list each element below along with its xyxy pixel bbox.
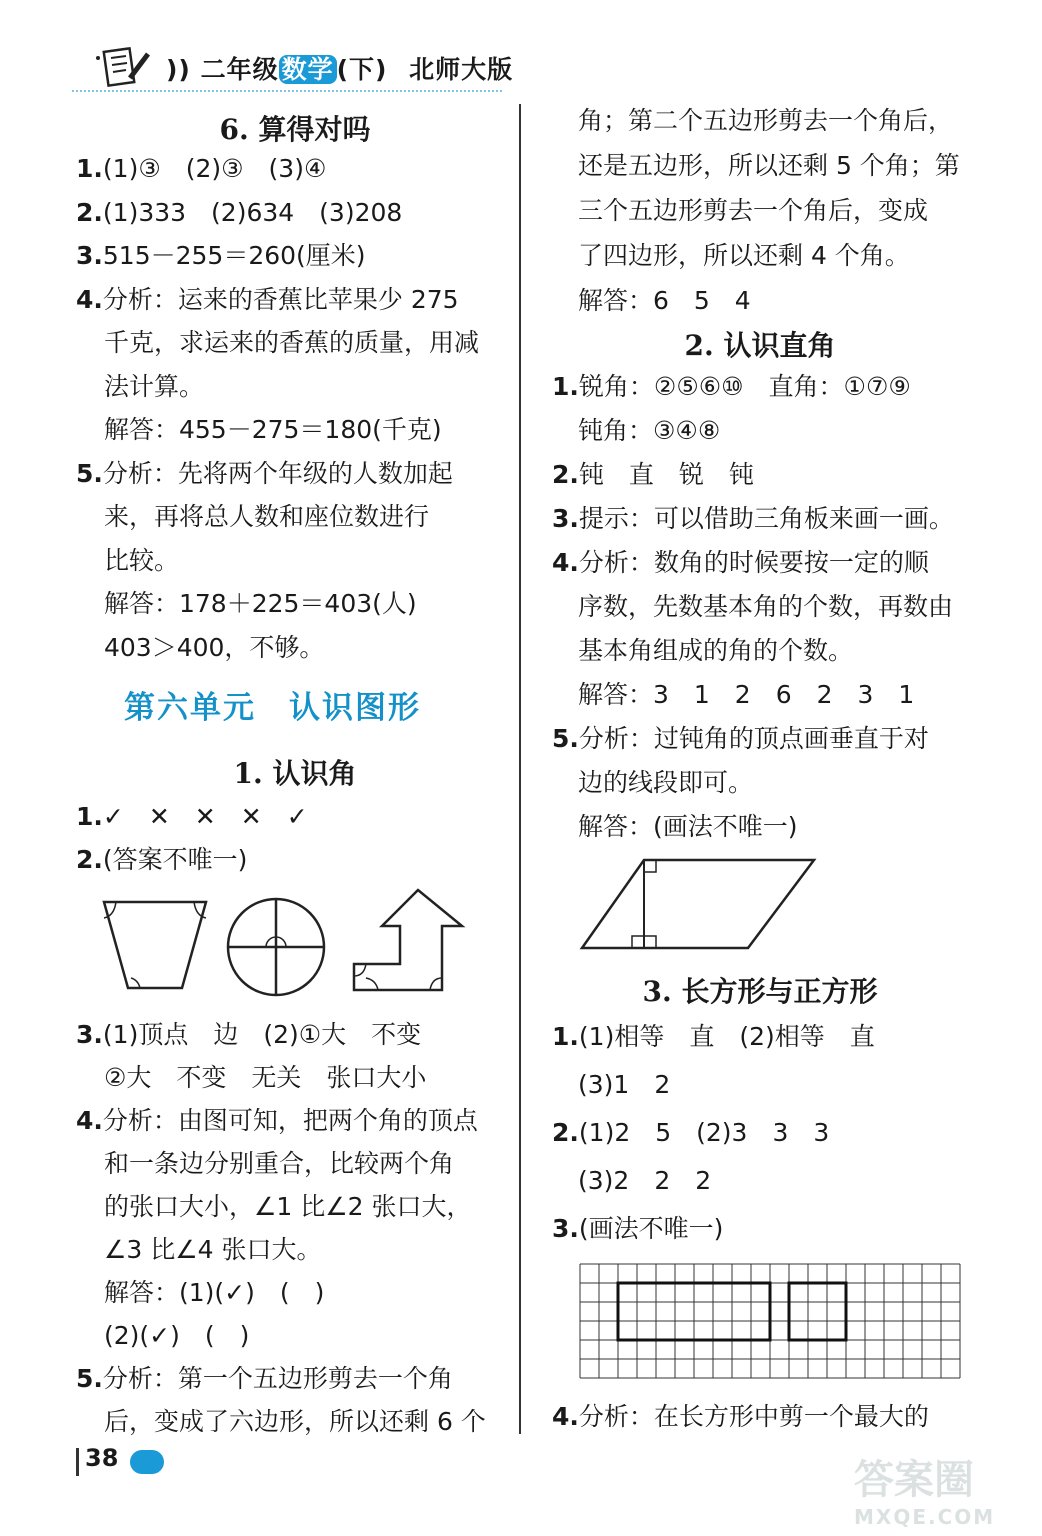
answer-text: 515－255＝260(厘米): [102, 241, 366, 270]
answer-line: [578, 634, 853, 668]
answer-text: 提示：可以借助三角板来画一画。: [578, 504, 954, 533]
watermark-url: MXQE.COM: [854, 1505, 996, 1529]
answer-text: (3)2 2 2: [578, 1166, 712, 1195]
answer-text: 序数，先数基本角的个数，再数由: [578, 592, 954, 621]
answer-line: [552, 1400, 929, 1434]
answer-number: 4.: [552, 548, 579, 577]
answer-line: [578, 590, 953, 624]
answer-text: 基本角组成的角的个数。: [578, 636, 854, 665]
answer-line: [552, 458, 754, 492]
answer-line: [76, 239, 366, 273]
answer-line: [104, 1319, 249, 1353]
answer-text: 来，再将总人数和座位数进行: [104, 502, 430, 531]
answer-text: (画法不唯一): [578, 1214, 724, 1243]
answer-text: 法计算。: [104, 371, 205, 401]
header-dotted-rule: [72, 90, 502, 92]
answer-line: [76, 457, 453, 491]
answer-line: [76, 283, 459, 317]
footer-arrow-icon: [130, 1450, 164, 1474]
column-divider: [519, 104, 521, 1434]
answer-line: [104, 544, 179, 578]
answer-line: [552, 1116, 829, 1150]
answer-number: 5.: [76, 458, 103, 488]
answer-line: [104, 1233, 322, 1267]
answer-line: [578, 239, 910, 273]
answer-text: 了四边形，所以还剩 4 个角。: [578, 241, 910, 270]
drawn-square: [789, 1283, 846, 1340]
page-number: 38: [85, 1444, 119, 1472]
book-title: [166, 50, 513, 86]
header-grade: 二年级: [200, 55, 279, 84]
answer-number: 3.: [552, 1214, 579, 1243]
answer-text: 还是五边形，所以还剩 5 个角；第: [578, 151, 960, 180]
parallelogram-figure: [578, 856, 818, 952]
answer-line: [578, 678, 914, 712]
answer-number: 2.: [76, 197, 103, 227]
answer-text: 分析：在长方形中剪一个最大的: [578, 1402, 929, 1431]
answer-line: [76, 152, 326, 186]
header-prefix: )): [166, 55, 201, 84]
answer-text: (答案不唯一): [102, 845, 248, 874]
grid-figure: [580, 1264, 960, 1380]
answer-text: 钝 直 锐 钝: [578, 460, 754, 489]
header-term: (下): [336, 55, 388, 84]
answer-text: 解答：3 1 2 6 2 3 1: [578, 680, 915, 709]
answer-text: 角；第二个五边形剪去一个角后，: [578, 106, 954, 135]
answer-number: 1.: [552, 372, 579, 401]
answer-line: [76, 196, 402, 230]
answer-line: [552, 370, 911, 404]
unit-title: 第六单元 认识图形: [124, 690, 421, 726]
answer-line: [76, 1104, 478, 1138]
answer-text: 解答：178＋225＝403(人): [104, 589, 417, 618]
answer-text: 分析：由图可知，把两个角的顶点: [102, 1106, 478, 1135]
answer-text: 解答：6 5 4: [578, 286, 751, 315]
answer-number: 4.: [76, 1106, 103, 1135]
trapezoid-shape: [104, 902, 206, 988]
answer-text: 和一条边分别重合，比较两个角: [104, 1149, 455, 1178]
angle-figures: [100, 892, 480, 1004]
answer-text: ✓ ✕ ✕ ✕ ✓: [102, 802, 308, 831]
header-edition: 北师大版: [409, 55, 514, 84]
answer-text: 分析：数角的时候要按一定的顺: [578, 548, 929, 577]
answer-text: 锐角：②⑤⑥⑩ 直角：①⑦⑨: [578, 372, 911, 401]
answer-number: 5.: [76, 1364, 103, 1393]
answer-line: [104, 631, 324, 665]
answer-line: [578, 1068, 670, 1102]
answer-number: 2.: [552, 1118, 579, 1147]
answer-number: 4.: [552, 1402, 579, 1431]
answer-line: [104, 1276, 324, 1310]
answer-text: 解答：455－275＝180(千克): [104, 415, 442, 444]
answer-line: [552, 502, 954, 536]
section-title-3: 3. 长方形与正方形: [642, 975, 878, 1008]
section-title-2: 2. 认识直角: [684, 329, 836, 362]
answer-text: (1)③ (2)③ (3)④: [102, 154, 327, 183]
answer-line: [104, 587, 417, 621]
answer-text: 分析：过钝角的顶点画垂直于对: [578, 724, 929, 753]
answer-line: [578, 194, 928, 228]
answer-number: 1.: [552, 1022, 579, 1051]
answer-line: [578, 766, 753, 800]
answer-number: 4.: [76, 284, 103, 314]
answer-text: 边的线段即可。: [578, 768, 754, 797]
answer-text: 分析：运来的香蕉比苹果少 275: [102, 284, 459, 314]
watermark: [854, 1448, 1024, 1528]
answer-line: [76, 800, 308, 834]
answer-text: 的张口大小，∠1 比∠2 张口大，: [104, 1192, 472, 1221]
watermark-text: 答案圈: [854, 1457, 974, 1503]
answer-text: 比较。: [104, 545, 180, 575]
answer-text: 钝角：③④⑧: [578, 416, 721, 445]
answer-line: [552, 1020, 875, 1054]
answer-line: [552, 1212, 723, 1246]
arrow-shape: [354, 890, 462, 990]
answer-text: 分析：第一个五边形剪去一个角: [102, 1364, 453, 1393]
answer-text: ②大 不变 无关 张口大小: [104, 1063, 427, 1092]
answer-number: 1.: [76, 802, 103, 831]
answer-line: [104, 1061, 426, 1095]
answer-text: (1)顶点 边 (2)①大 不变: [102, 1020, 422, 1049]
answer-line: [578, 149, 960, 183]
answer-line: [104, 500, 429, 534]
answer-line: [104, 370, 204, 404]
answer-text: (2)(✓) ( ): [104, 1321, 250, 1350]
page-header: [72, 40, 514, 96]
answer-line: [76, 1018, 421, 1052]
answer-text: 分析：先将两个年级的人数加起: [102, 458, 453, 488]
answer-line: [552, 722, 929, 756]
answer-line: [104, 1147, 454, 1181]
answer-number: 3.: [76, 241, 103, 270]
answer-text: (1)333 (2)634 (3)208: [102, 197, 403, 227]
answer-line: [76, 1362, 453, 1396]
answer-text: 三个五边形剪去一个角后，变成: [578, 196, 929, 225]
answer-number: 5.: [552, 724, 579, 753]
answer-text: 千克，求运来的香蕉的质量，用减: [104, 328, 480, 357]
section-title-1: 1. 认识角: [233, 757, 357, 790]
answer-line: [578, 284, 751, 318]
answer-text: 403＞400，不够。: [104, 632, 325, 662]
answer-line: [578, 104, 953, 138]
answer-line: [104, 1405, 486, 1439]
answer-number: 2.: [76, 845, 103, 874]
answer-line: [578, 1164, 711, 1198]
answer-line: [104, 326, 479, 360]
answer-line: [104, 1190, 472, 1224]
page-footer: [76, 1444, 164, 1478]
answer-line: [578, 810, 798, 844]
answer-number: 3.: [76, 1020, 103, 1049]
header-subject: 数学: [279, 55, 337, 84]
answer-text: 解答：(画法不唯一): [578, 812, 798, 841]
answer-line: [552, 546, 929, 580]
answer-text: ∠3 比∠4 张口大。: [104, 1235, 322, 1264]
section-title-6: 6. 算得对吗: [219, 113, 371, 146]
answer-line: [104, 413, 442, 447]
answer-line: [578, 414, 720, 448]
answer-text: 解答：(1)(✓) ( ): [104, 1278, 325, 1307]
footer-bar: [76, 1448, 79, 1476]
answer-text: (1)2 5 (2)3 3 3: [578, 1118, 830, 1147]
answer-number: 3.: [552, 504, 579, 533]
answer-number: 2.: [552, 460, 579, 489]
notebook-pencil-icon: [92, 44, 156, 92]
answer-text: 后，变成了六边形，所以还剩 6 个: [104, 1407, 486, 1436]
answer-line: [76, 843, 247, 877]
answer-text: (3)1 2: [578, 1070, 671, 1099]
answer-number: 1.: [76, 154, 103, 183]
answer-text: (1)相等 直 (2)相等 直: [578, 1022, 875, 1051]
